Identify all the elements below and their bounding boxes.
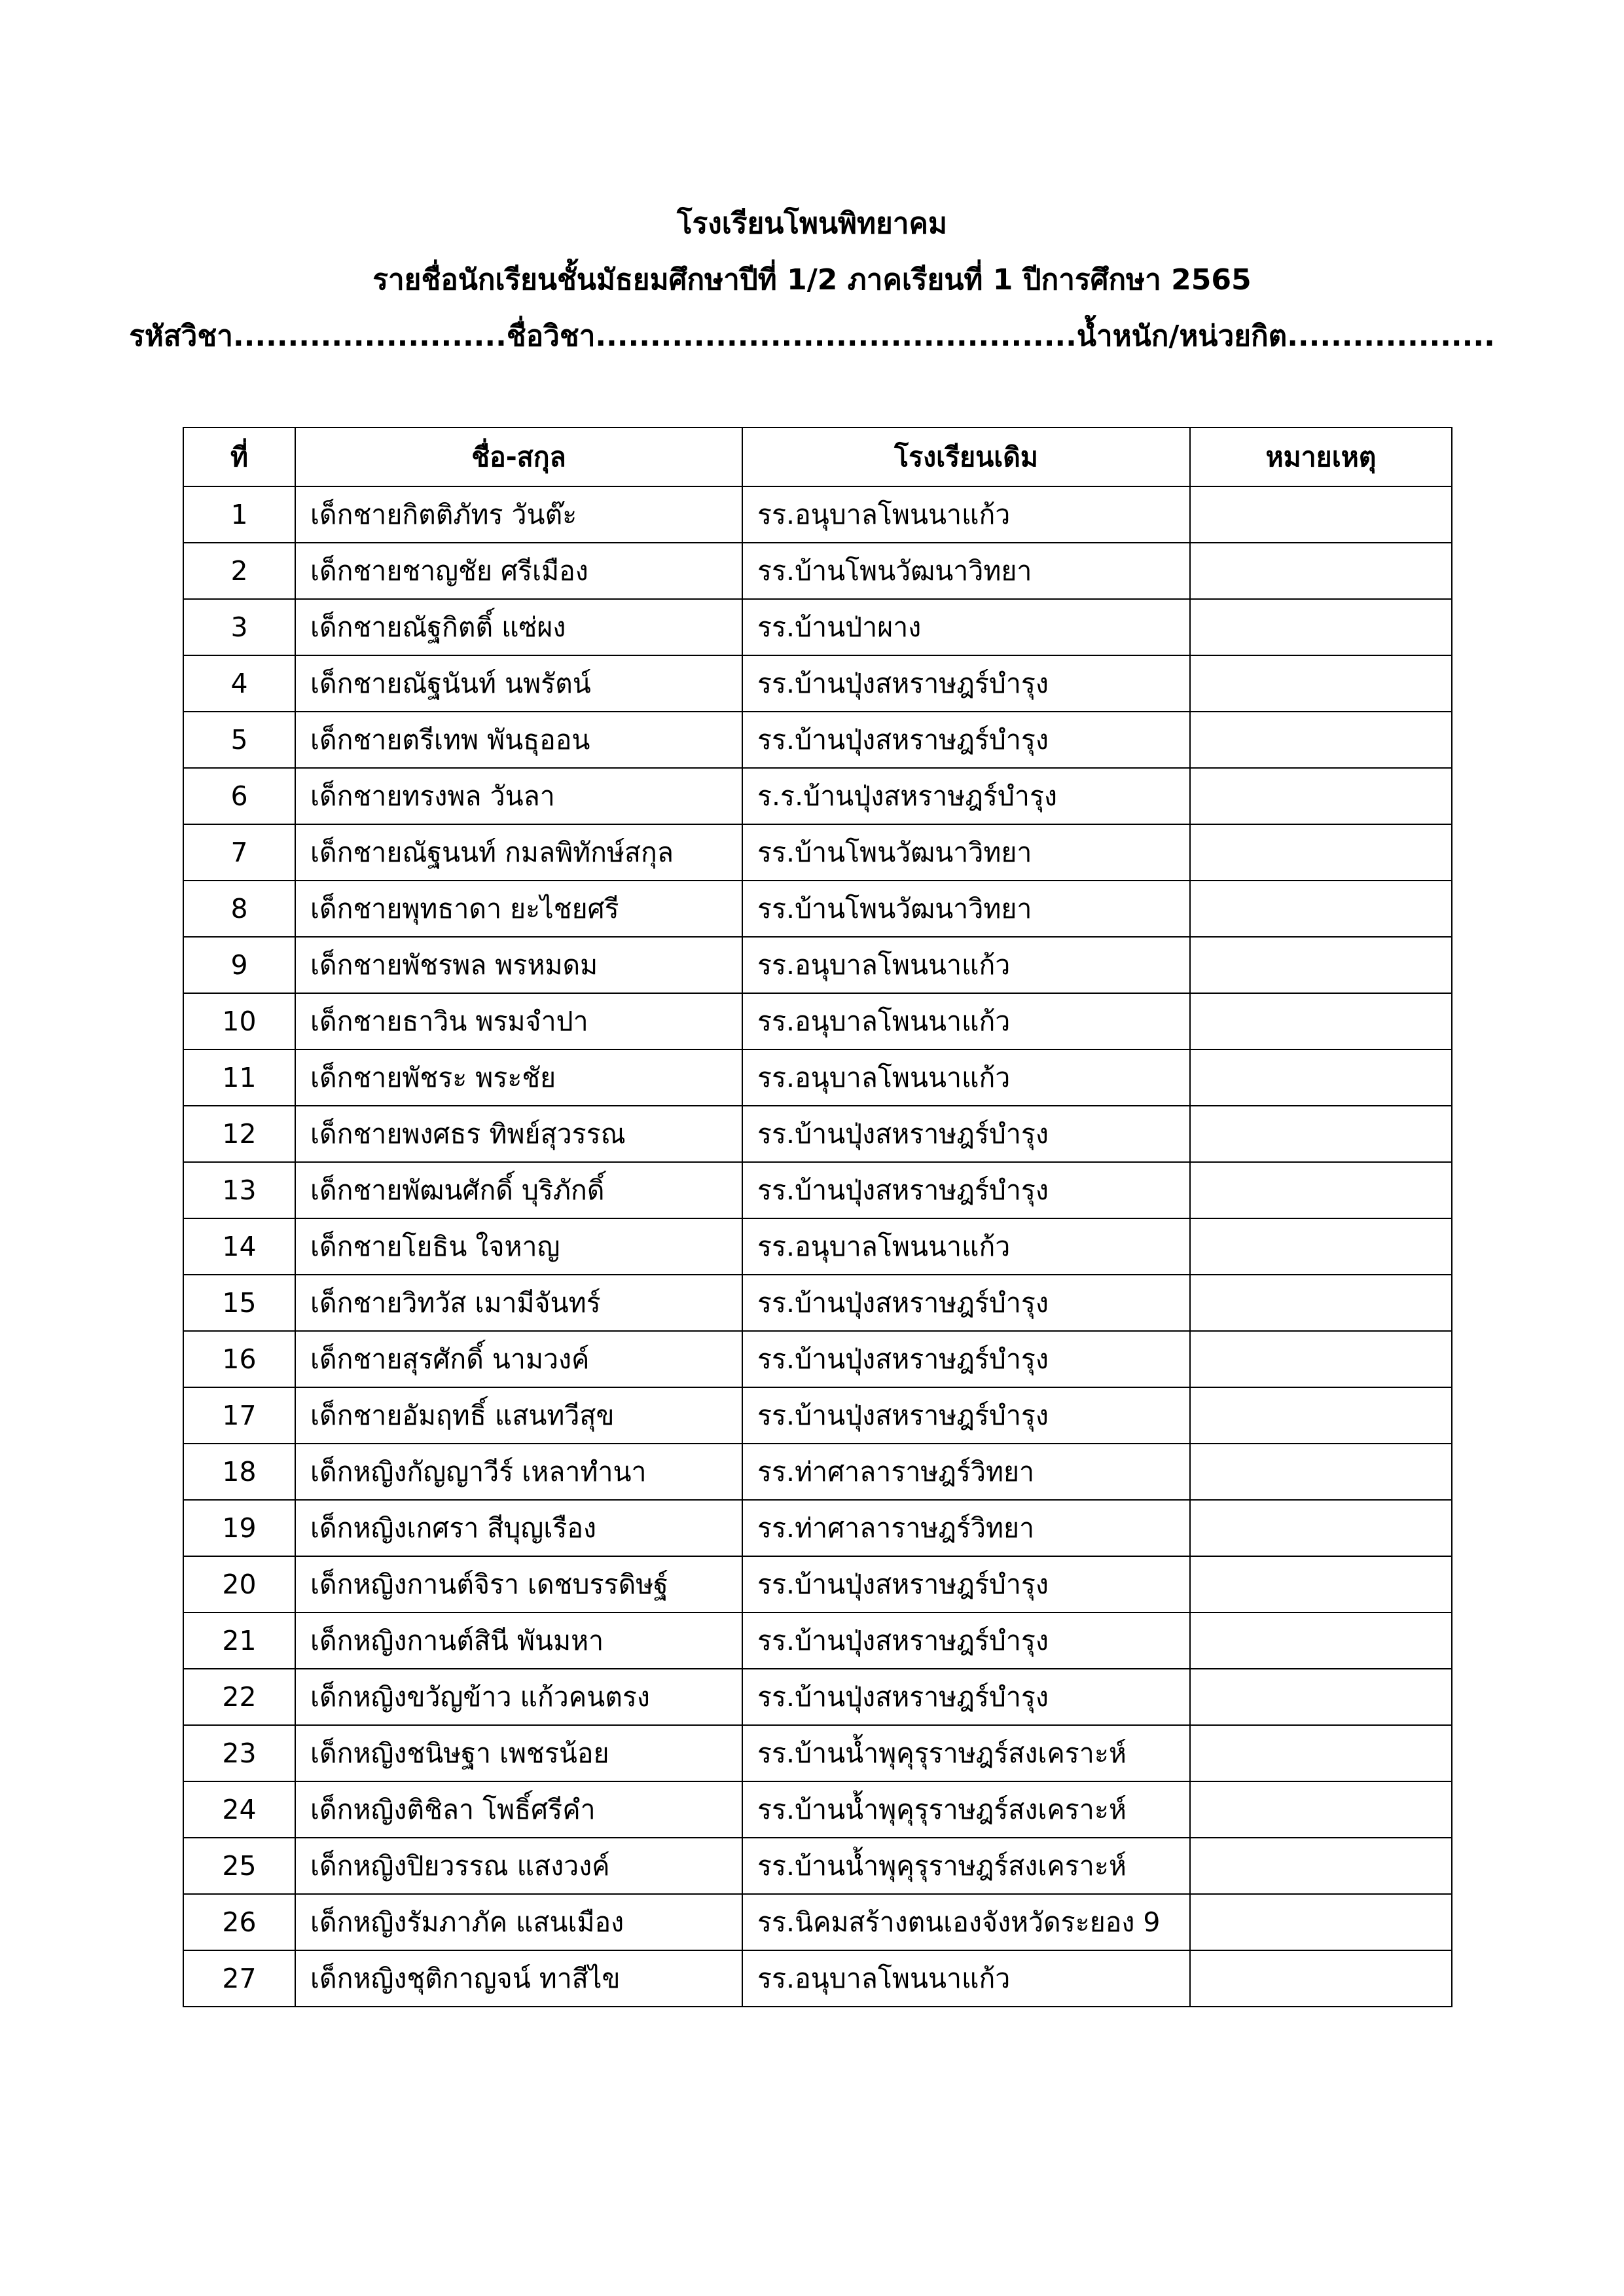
column-header-remarks: หมายเหตุ: [1190, 428, 1452, 486]
student-name-cell: เด็กชายพัชระ พระชัย: [295, 1049, 742, 1106]
remark-cell: [1190, 486, 1452, 543]
student-name-cell: เด็กหญิงติชิลา โพธิ์ศรีคำ: [295, 1781, 742, 1838]
column-header-number: ที่: [183, 428, 295, 486]
table-row: [183, 824, 1452, 881]
student-name-cell: เด็กหญิงกัญญาวีร์ เหลาทำนา: [295, 1444, 742, 1500]
student-name-cell: เด็กชายณัฐนันท์ นพรัตน์: [295, 655, 742, 712]
student-name-cell: เด็กชายณัฐนนท์ กมลพิทักษ์สกุล: [295, 824, 742, 881]
student-name-cell: เด็กหญิงชุติกาญจน์ ทาสีไข: [295, 1950, 742, 2007]
row-number-cell: 25: [183, 1838, 295, 1894]
table-row: [183, 993, 1452, 1049]
previous-school-cell: รร.บ้านปุ่งสหราษฎร์บำรุง: [742, 1669, 1190, 1725]
table-row: [183, 712, 1452, 768]
previous-school-cell: รร.ท่าศาลาราษฎร์วิทยา: [742, 1444, 1190, 1500]
remark-cell: [1190, 1781, 1452, 1838]
previous-school-cell: รร.อนุบาลโพนนาแก้ว: [742, 1218, 1190, 1275]
student-name-cell: เด็กชายสุรศักดิ์ นามวงค์: [295, 1331, 742, 1387]
row-number-cell: 12: [183, 1106, 295, 1162]
student-name-cell: เด็กชายวิทวัส เมามีจันทร์: [295, 1275, 742, 1331]
remark-cell: [1190, 1950, 1452, 2007]
table-row: [183, 1894, 1452, 1950]
student-name-cell: เด็กหญิงขวัญข้าว แก้วคนตรง: [295, 1669, 742, 1725]
remark-cell: [1190, 937, 1452, 993]
remark-cell: [1190, 1894, 1452, 1950]
table-row: [183, 1275, 1452, 1331]
row-number-cell: 11: [183, 1049, 295, 1106]
table-row: [183, 1669, 1452, 1725]
previous-school-cell: รร.บ้านโพนวัฒนาวิทยา: [742, 881, 1190, 937]
table-row: [183, 937, 1452, 993]
table-row: [183, 1613, 1452, 1669]
row-number-cell: 13: [183, 1162, 295, 1218]
previous-school-cell: รร.บ้านน้ำพุคุรุราษฎร์สงเคราะห์: [742, 1781, 1190, 1838]
remark-cell: [1190, 1049, 1452, 1106]
subject-info-line: รหัสวิชา.........................ชื่อวิชา............................................น้ำหนัก/หน่วยกิต...................: [129, 319, 1495, 353]
remark-cell: [1190, 712, 1452, 768]
previous-school-cell: รร.บ้านปุ่งสหราษฎร์บำรุง: [742, 1331, 1190, 1387]
previous-school-cell: รร.อนุบาลโพนนาแก้ว: [742, 1950, 1190, 2007]
student-name-cell: เด็กชายพงศธร ทิพย์สุวรรณ: [295, 1106, 742, 1162]
remark-cell: [1190, 881, 1452, 937]
table-row: [183, 1444, 1452, 1500]
remark-cell: [1190, 1162, 1452, 1218]
previous-school-cell: รร.บ้านปุ่งสหราษฎร์บำรุง: [742, 1387, 1190, 1444]
row-number-cell: 15: [183, 1275, 295, 1331]
student-name-cell: เด็กชายกิตติภัทร วันต๊ะ: [295, 486, 742, 543]
table-header-row: [183, 428, 1452, 486]
student-name-cell: เด็กหญิงปิยวรรณ แสงวงค์: [295, 1838, 742, 1894]
remark-cell: [1190, 993, 1452, 1049]
remark-cell: [1190, 1387, 1452, 1444]
student-name-cell: เด็กชายชาญชัย ศรีเมือง: [295, 543, 742, 599]
student-name-cell: เด็กชายณัฐกิตติ์ แซ่ผง: [295, 599, 742, 655]
remark-cell: [1190, 543, 1452, 599]
row-number-cell: 4: [183, 655, 295, 712]
student-name-cell: เด็กชายพัชรพล พรหมดม: [295, 937, 742, 993]
row-number-cell: 17: [183, 1387, 295, 1444]
table-row: [183, 1162, 1452, 1218]
table-row: [183, 1725, 1452, 1781]
table-row: [183, 1838, 1452, 1894]
row-number-cell: 5: [183, 712, 295, 768]
remark-cell: [1190, 1838, 1452, 1894]
table-body: [183, 486, 1452, 2007]
table-row: [183, 1500, 1452, 1556]
previous-school-cell: รร.บ้านป่าผาง: [742, 599, 1190, 655]
student-name-cell: เด็กชายพัฒนศักดิ์ บุริภักดิ์: [295, 1162, 742, 1218]
previous-school-cell: รร.บ้านปุ่งสหราษฎร์บำรุง: [742, 1556, 1190, 1613]
previous-school-cell: รร.บ้านน้ำพุคุรุราษฎร์สงเคราะห์: [742, 1838, 1190, 1894]
row-number-cell: 16: [183, 1331, 295, 1387]
row-number-cell: 10: [183, 993, 295, 1049]
table-row: [183, 599, 1452, 655]
row-number-cell: 21: [183, 1613, 295, 1669]
remark-cell: [1190, 1725, 1452, 1781]
table-row: [183, 655, 1452, 712]
student-name-cell: เด็กหญิงกานต์จิรา เดชบรรดิษฐ์: [295, 1556, 742, 1613]
student-name-cell: เด็กชายตรีเทพ พันธุออน: [295, 712, 742, 768]
row-number-cell: 9: [183, 937, 295, 993]
class-list-title: รายชื่อนักเรียนชั้นมัธยมศึกษาปีที่ 1/2 ภาคเรียนที่ 1 ปีการศึกษา 2565: [372, 263, 1252, 297]
student-name-cell: เด็กหญิงกานต์สินี พันมหา: [295, 1613, 742, 1669]
previous-school-cell: รร.อนุบาลโพนนาแก้ว: [742, 1049, 1190, 1106]
row-number-cell: 7: [183, 824, 295, 881]
row-number-cell: 24: [183, 1781, 295, 1838]
previous-school-cell: รร.บ้านปุ่งสหราษฎร์บำรุง: [742, 1613, 1190, 1669]
previous-school-cell: รร.อนุบาลโพนนาแก้ว: [742, 993, 1190, 1049]
remark-cell: [1190, 1669, 1452, 1725]
previous-school-cell: รร.บ้านปุ่งสหราษฎร์บำรุง: [742, 712, 1190, 768]
column-header-name: ชื่อ-สกุล: [295, 428, 742, 486]
previous-school-cell: ร.ร.บ้านปุ่งสหราษฎร์บำรุง: [742, 768, 1190, 824]
row-number-cell: 6: [183, 768, 295, 824]
student-name-cell: เด็กชายอัมฤทธิ์ แสนทวีสุข: [295, 1387, 742, 1444]
table-row: [183, 1781, 1452, 1838]
previous-school-cell: รร.อนุบาลโพนนาแก้ว: [742, 937, 1190, 993]
table-row: [183, 1106, 1452, 1162]
remark-cell: [1190, 1500, 1452, 1556]
table-row: [183, 1049, 1452, 1106]
remark-cell: [1190, 1275, 1452, 1331]
remark-cell: [1190, 655, 1452, 712]
student-name-cell: เด็กหญิงเกศรา สีบุญเรือง: [295, 1500, 742, 1556]
previous-school-cell: รร.บ้านปุ่งสหราษฎร์บำรุง: [742, 1106, 1190, 1162]
remark-cell: [1190, 1613, 1452, 1669]
student-name-cell: เด็กหญิงชนิษฐา เพชรน้อย: [295, 1725, 742, 1781]
table-row: [183, 768, 1452, 824]
remark-cell: [1190, 1106, 1452, 1162]
previous-school-cell: รร.บ้านโพนวัฒนาวิทยา: [742, 824, 1190, 881]
row-number-cell: 19: [183, 1500, 295, 1556]
remark-cell: [1190, 824, 1452, 881]
table-row: [183, 1387, 1452, 1444]
previous-school-cell: รร.นิคมสร้างตนเองจังหวัดระยอง 9: [742, 1894, 1190, 1950]
row-number-cell: 26: [183, 1894, 295, 1950]
remark-cell: [1190, 599, 1452, 655]
table-row: [183, 543, 1452, 599]
table-row: [183, 881, 1452, 937]
student-name-cell: เด็กชายทรงพล วันลา: [295, 768, 742, 824]
school-name-heading: โรงเรียนโพนพิทยาคม: [677, 207, 947, 240]
column-header-previous-school: โรงเรียนเดิม: [742, 428, 1190, 486]
previous-school-cell: รร.บ้านน้ำพุคุรุราษฎร์สงเคราะห์: [742, 1725, 1190, 1781]
row-number-cell: 3: [183, 599, 295, 655]
remark-cell: [1190, 768, 1452, 824]
table-row: [183, 1950, 1452, 2007]
previous-school-cell: รร.บ้านปุ่งสหราษฎร์บำรุง: [742, 1275, 1190, 1331]
table-row: [183, 1556, 1452, 1613]
previous-school-cell: รร.บ้านปุ่งสหราษฎร์บำรุง: [742, 655, 1190, 712]
row-number-cell: 14: [183, 1218, 295, 1275]
row-number-cell: 23: [183, 1725, 295, 1781]
table-row: [183, 486, 1452, 543]
remark-cell: [1190, 1331, 1452, 1387]
student-roster-table: [183, 427, 1453, 2007]
previous-school-cell: รร.บ้านโพนวัฒนาวิทยา: [742, 543, 1190, 599]
table-row: [183, 1218, 1452, 1275]
row-number-cell: 22: [183, 1669, 295, 1725]
remark-cell: [1190, 1218, 1452, 1275]
table-row: [183, 1331, 1452, 1387]
row-number-cell: 20: [183, 1556, 295, 1613]
student-name-cell: เด็กชายธาวิน พรมจำปา: [295, 993, 742, 1049]
student-name-cell: เด็กหญิงรัมภาภัค แสนเมือง: [295, 1894, 742, 1950]
remark-cell: [1190, 1444, 1452, 1500]
previous-school-cell: รร.อนุบาลโพนนาแก้ว: [742, 486, 1190, 543]
row-number-cell: 8: [183, 881, 295, 937]
student-name-cell: เด็กชายพุทธาดา ยะไชยศรี: [295, 881, 742, 937]
row-number-cell: 2: [183, 543, 295, 599]
row-number-cell: 1: [183, 486, 295, 543]
row-number-cell: 27: [183, 1950, 295, 2007]
previous-school-cell: รร.บ้านปุ่งสหราษฎร์บำรุง: [742, 1162, 1190, 1218]
previous-school-cell: รร.ท่าศาลาราษฎร์วิทยา: [742, 1500, 1190, 1556]
row-number-cell: 18: [183, 1444, 295, 1500]
remark-cell: [1190, 1556, 1452, 1613]
student-name-cell: เด็กชายโยธิน ใจหาญ: [295, 1218, 742, 1275]
